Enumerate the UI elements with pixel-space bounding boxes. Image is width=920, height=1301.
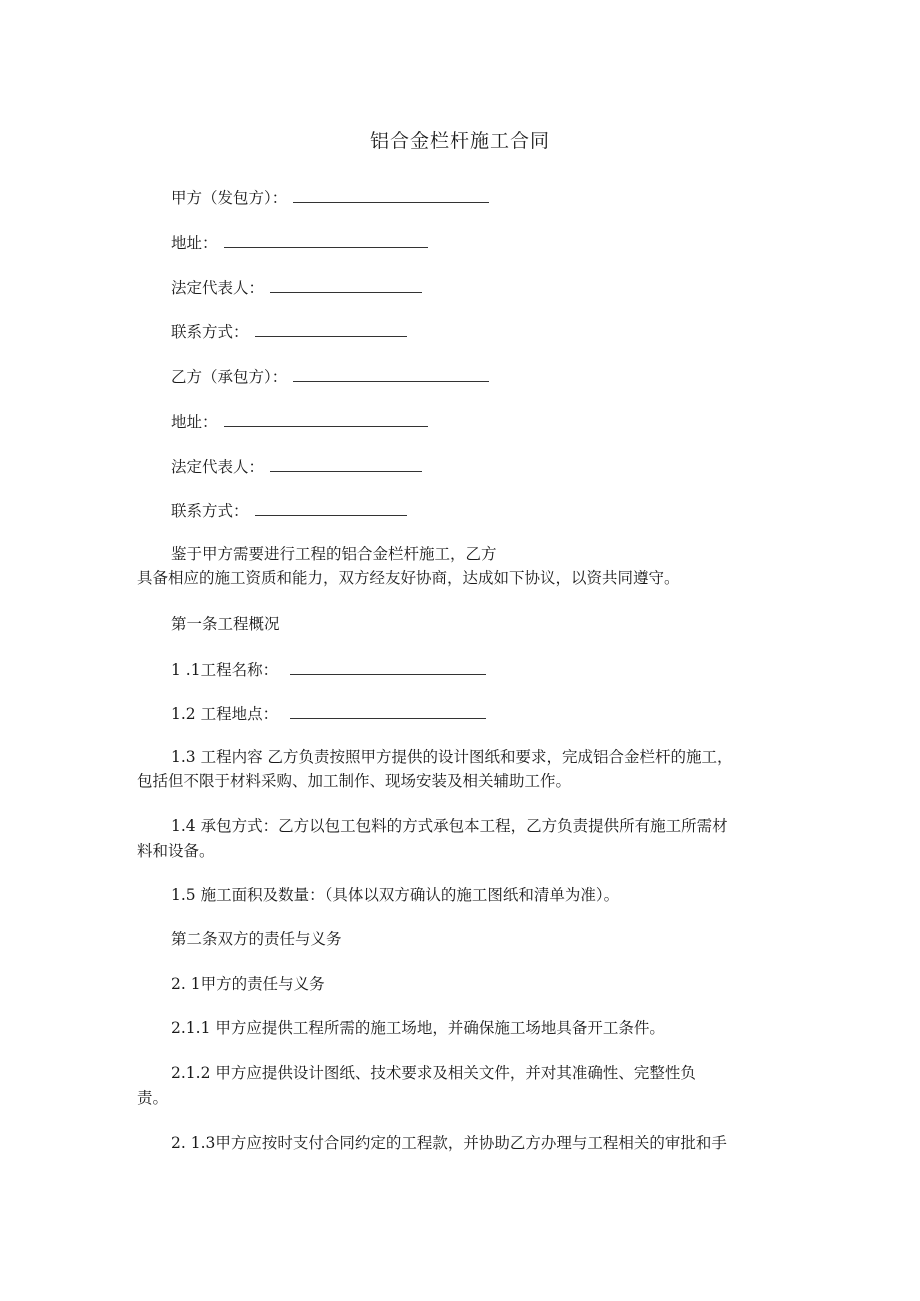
party-a-contact-field <box>171 320 407 343</box>
item-2-1-2-line-2: 责。 <box>137 1089 169 1107</box>
party-b-address-label: 地址： <box>171 413 218 431</box>
party-a-address-field <box>171 231 428 254</box>
item-2-1-2-line-1: 2.1.2 甲方应提供设计图纸、技术要求及相关文件，并对其准确性、完整性负 <box>171 1064 696 1082</box>
item-2-1: 2. 1甲方的责任与义务 <box>171 975 325 993</box>
item-2-1-3: 2. 1.3甲方应按时支付合同约定的工程款，并协助乙方办理与工程相关的审批和手 <box>171 1134 727 1152</box>
item-1-1-field <box>171 658 486 681</box>
party-a-contact-label: 联系方式： <box>171 323 249 341</box>
party-b-contact-label: 联系方式： <box>171 502 249 520</box>
item-1-4-line-1: 1.4 承包方式：乙方以包工包料的方式承包本工程，乙方负责提供所有施工所需材 <box>171 817 728 835</box>
article-1-heading: 第一条工程概况 <box>171 615 280 633</box>
party-a-field <box>171 186 489 209</box>
party-a-address-blank <box>224 231 428 248</box>
party-b-rep-label: 法定代表人： <box>171 458 265 476</box>
party-b-rep-blank <box>270 455 422 472</box>
item-2-1-1: 2.1.1 甲方应提供工程所需的施工场地，并确保施工场地具备开工条件。 <box>171 1019 665 1037</box>
article-2-heading: 第二条双方的责任与义务 <box>171 930 342 948</box>
preamble-line-2: 具备相应的施工资质和能力，双方经友好协商，达成如下协议，以资共同遵守。 <box>137 569 680 587</box>
party-a-rep-blank <box>270 276 422 293</box>
party-a-label: 甲方（发包方）： <box>171 189 288 207</box>
party-b-contact-blank <box>255 499 407 516</box>
party-b-rep-field <box>171 455 422 478</box>
party-a-address-label: 地址： <box>171 234 218 252</box>
item-1-3-line-2: 包括但不限于材料采购、加工制作、现场安装及相关辅助工作。 <box>137 772 572 790</box>
party-b-field <box>171 365 489 388</box>
party-a-rep-label: 法定代表人： <box>171 279 265 297</box>
party-b-blank <box>293 365 489 382</box>
item-1-1-blank <box>290 658 486 675</box>
party-b-contact-field <box>171 499 407 522</box>
item-1-1-label: 1 .1工程名称： <box>171 661 279 679</box>
party-b-label: 乙方（承包方）： <box>171 368 288 386</box>
party-a-blank <box>293 186 489 203</box>
preamble-line-1: 鉴于甲方需要进行工程的铝合金栏杆施工，乙方 <box>171 545 497 563</box>
item-1-2-blank <box>290 702 486 719</box>
party-a-rep-field <box>171 276 422 299</box>
party-a-contact-blank <box>255 320 407 337</box>
item-1-2-field <box>171 702 486 725</box>
party-b-address-field <box>171 410 428 433</box>
item-1-4-line-2: 料和设备。 <box>137 842 215 860</box>
item-1-3-line-1: 1.3 工程内容 乙方负责按照甲方提供的设计图纸和要求，完成铝合金栏杆的施工， <box>171 748 733 766</box>
item-1-5: 1.5 施工面积及数量：（具体以双方确认的施工图纸和清单为准）。 <box>171 886 620 904</box>
item-1-2-label: 1.2 工程地点： <box>171 705 279 723</box>
party-b-address-blank <box>224 410 428 427</box>
document-title: 铝合金栏杆施工合同 <box>369 130 550 152</box>
